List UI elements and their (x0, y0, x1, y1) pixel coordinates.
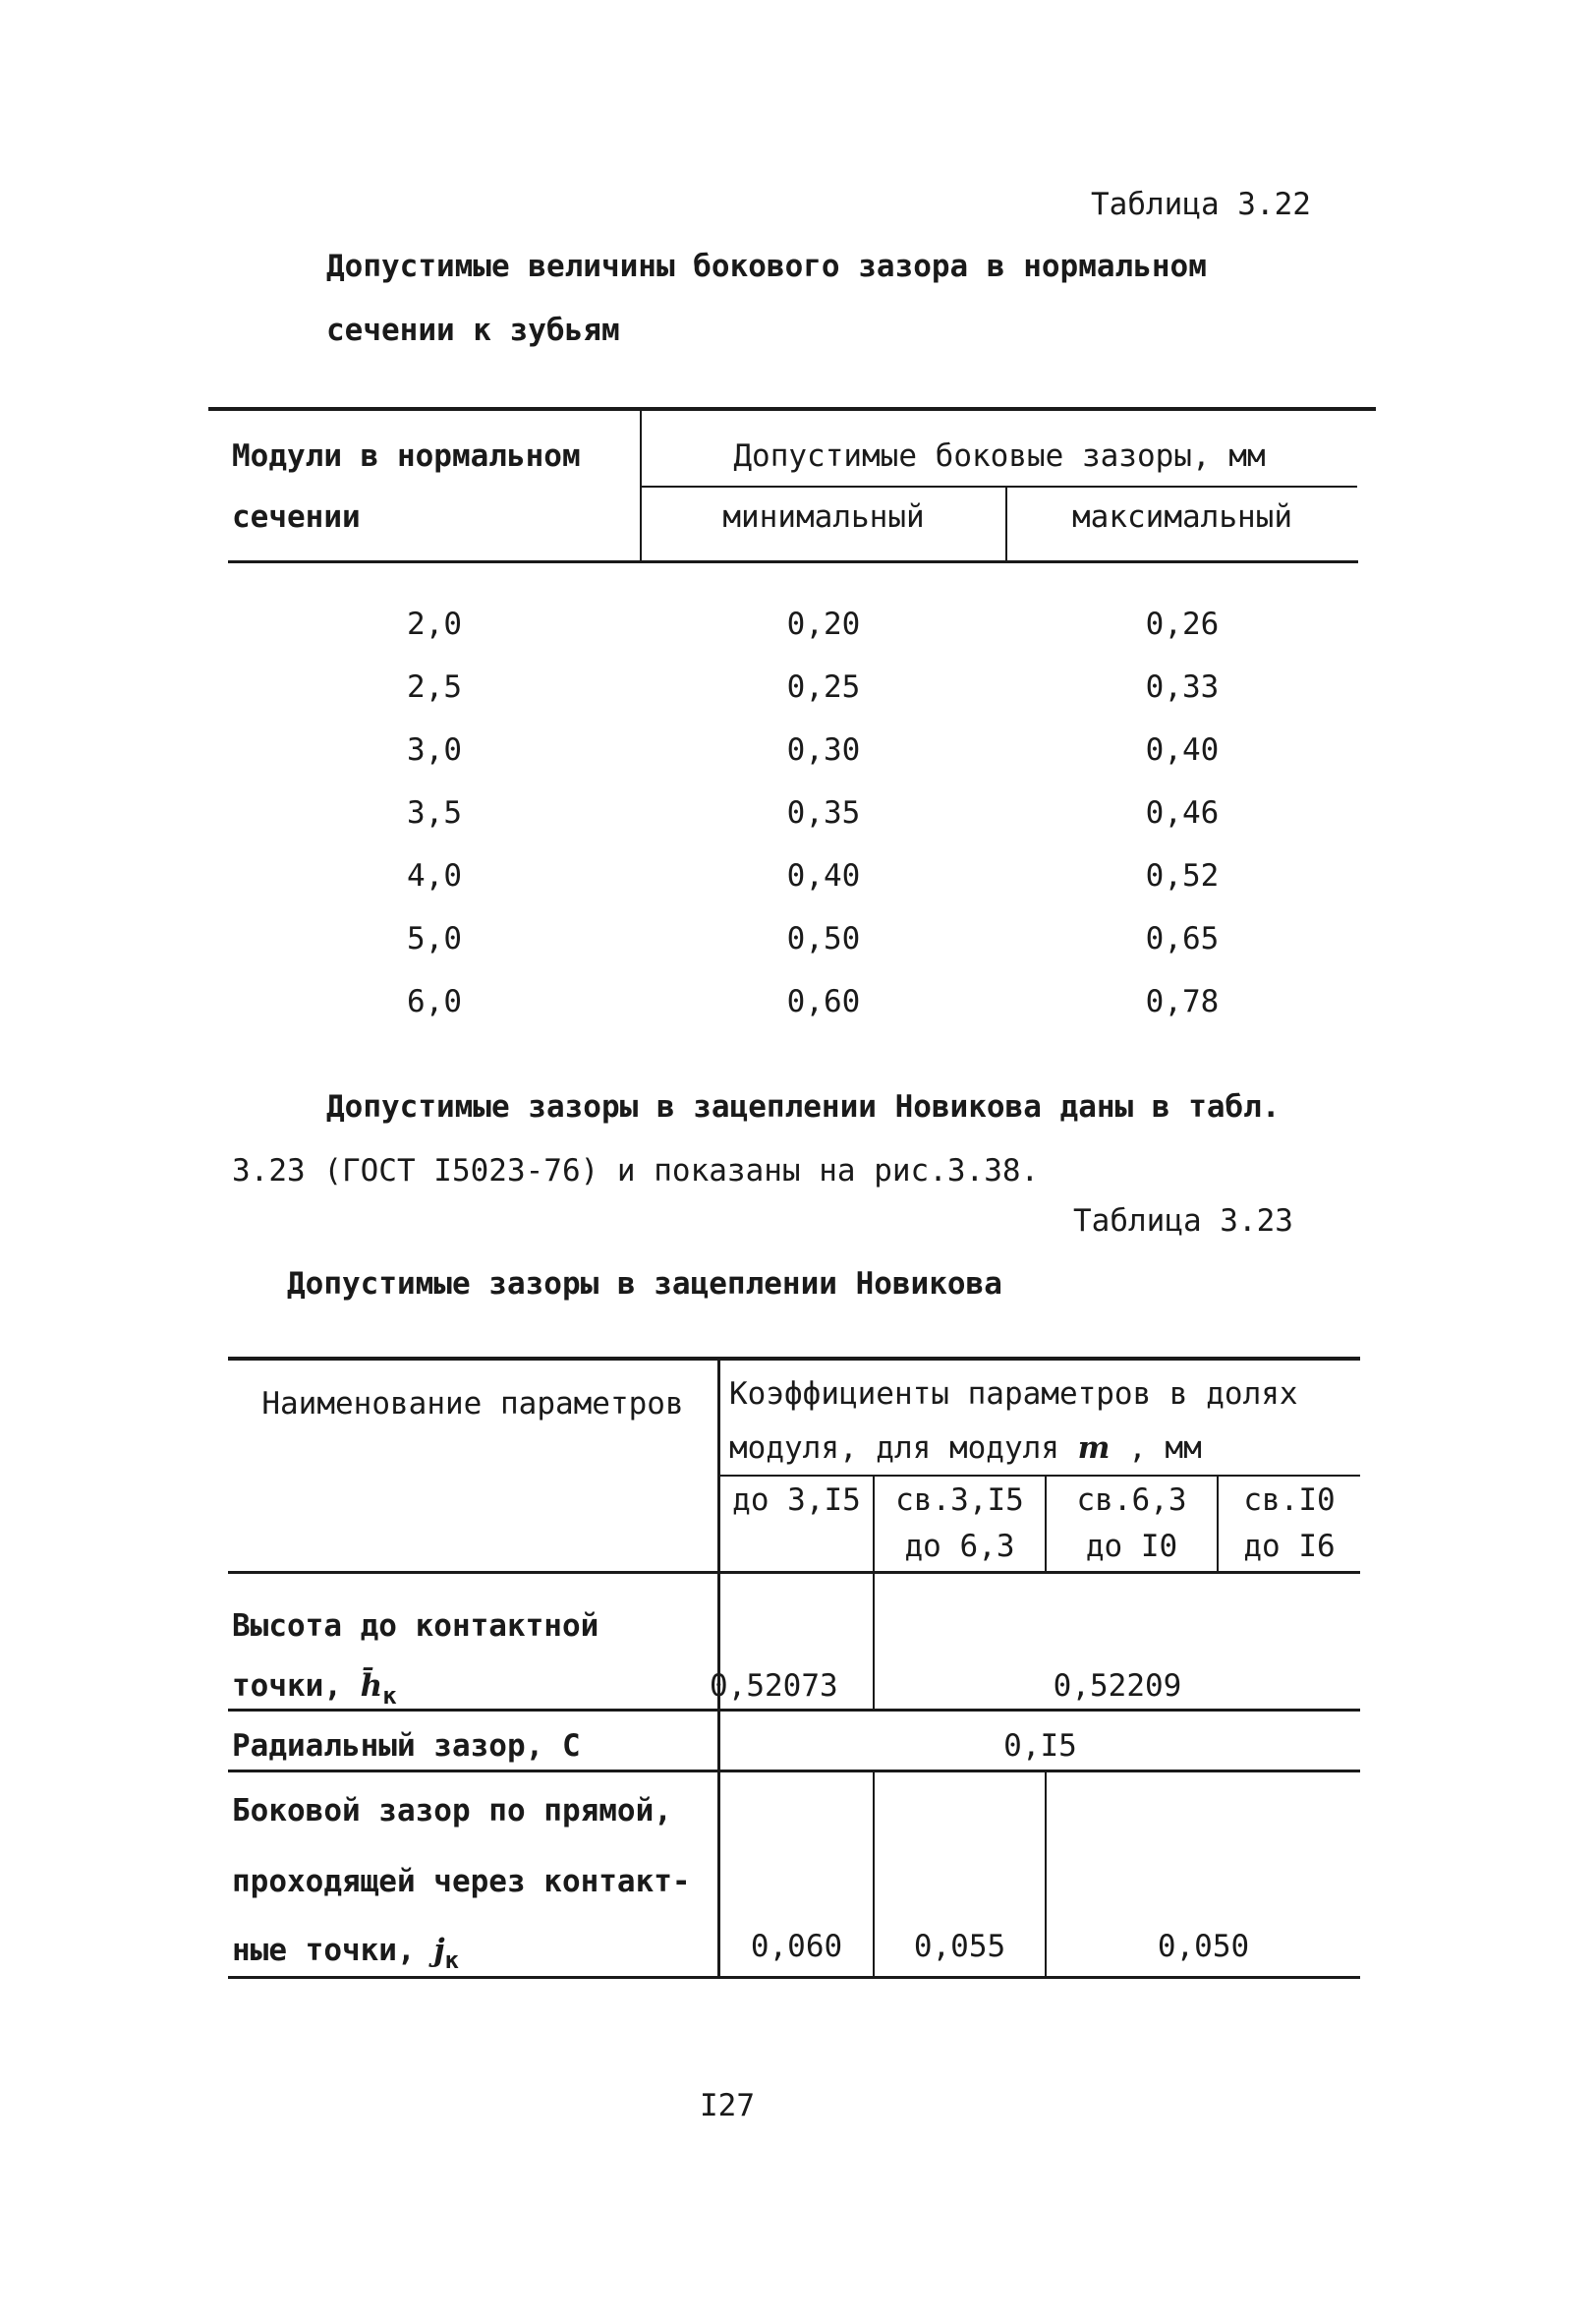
table-3-22-cell: 6,0 (407, 984, 462, 1019)
table-3-23-sub3-header-line2: до I0 (1085, 1529, 1178, 1564)
table-3-23-col1-header: Наименование параметров (261, 1386, 684, 1422)
table-3-22-col1-header-line1: Модули в нормальном (232, 438, 581, 474)
table-3-22-top-rule (208, 407, 1376, 411)
j-symbol: j (433, 1933, 445, 1968)
table-3-23-sub2-header-line2: до 6,3 (904, 1529, 1015, 1564)
row3-value-3: 0,050 (1157, 1929, 1250, 1964)
table-3-23-sub3-header-line1: св.6,3 (1076, 1482, 1187, 1518)
table-3-22-cell: 0,65 (1145, 921, 1220, 957)
table-3-22-cell: 0,26 (1145, 607, 1220, 642)
paragraph-line2: 3.23 (ГОСТ I5023-76) и показаны на рис.3.38. (232, 1153, 1040, 1189)
row3-name-line3: ные точки, $j_к$ (232, 1933, 459, 1974)
table-3-23-group-header-line2: модуля, для модуля m , мм (729, 1430, 1202, 1466)
table-3-22-title-line1: Допустимые величины бокового зазора в нормальном (326, 249, 1207, 284)
table-3-22-cell: 0,78 (1145, 984, 1220, 1019)
table-3-23-sub1-header: до 3,I5 (732, 1482, 861, 1518)
paragraph-line1: Допустимые зазоры в зацеплении Новикова даны в табл. (326, 1089, 1281, 1125)
table-3-23-sub4-header-line2: до I6 (1243, 1529, 1336, 1564)
table-3-23-row2-rule (228, 1770, 1360, 1772)
table-3-23-bottom-rule (228, 1976, 1360, 1979)
h-bar-symbol: h̄ (360, 1668, 383, 1704)
table-3-23-header-rule (228, 1571, 1360, 1574)
table-3-22-label: Таблица 3.22 (1091, 187, 1311, 222)
table-3-22-max-header: максимальный (1072, 499, 1292, 535)
table-3-23-group-header-line1: Коэффициенты параметров в долях (729, 1376, 1298, 1412)
table-3-23-title: Допустимые зазоры в зацеплении Новикова (287, 1266, 1002, 1302)
row1-name-line2: точки, $h̄_к$ (232, 1668, 397, 1710)
row3-name-line2: проходящей через контакт- (232, 1864, 691, 1899)
table-3-22-cell: 0,46 (1145, 795, 1220, 831)
table-3-22-group-header: Допустимые боковые зазоры, мм (733, 438, 1266, 474)
table-3-22-cell: 2,5 (407, 669, 462, 705)
table-3-22-title-line2: сечении к зубьям (326, 313, 620, 348)
row3-name-line1: Боковой зазор по прямой, (232, 1793, 672, 1829)
row1-value-1: 0,52073 (710, 1668, 838, 1704)
table-3-22-cell: 3,0 (407, 732, 462, 768)
row2-value: 0,I5 (1003, 1728, 1077, 1764)
table-3-23-row1-rule (228, 1709, 1360, 1712)
table-3-23-sub2-header-line1: св.3,I5 (895, 1482, 1024, 1518)
page-number: I27 (700, 2088, 755, 2123)
table-3-22-cell: 0,35 (786, 795, 861, 831)
table-3-22-cell: 0,40 (786, 858, 861, 894)
table-3-22-cell: 0,20 (786, 607, 861, 642)
table-3-22-cell: 3,5 (407, 795, 462, 831)
table-3-22-group-rule (642, 486, 1357, 488)
row3-value-2: 0,055 (913, 1929, 1006, 1964)
row3-value-1: 0,060 (750, 1929, 843, 1964)
table-3-22-cell: 2,0 (407, 607, 462, 642)
row1-value-2: 0,52209 (1053, 1668, 1182, 1704)
table-3-22-col1-header-line2: сечении (232, 499, 361, 535)
table-3-22-header-rule (228, 560, 1358, 563)
table-3-22-min-header: минимальный (722, 499, 925, 535)
table-3-23-label: Таблица 3.23 (1073, 1203, 1293, 1239)
row2-name: Радиальный зазор, С (232, 1728, 581, 1764)
table-3-22-cell: 4,0 (407, 858, 462, 894)
table-3-22-cell: 0,30 (786, 732, 861, 768)
table-3-23-sub4-header-line1: св.I0 (1243, 1482, 1336, 1518)
table-3-23-top-rule (228, 1357, 1360, 1361)
table-3-22-cell: 0,50 (786, 921, 861, 957)
table-3-22-cell: 5,0 (407, 921, 462, 957)
table-3-22-cell: 0,40 (1145, 732, 1220, 768)
table-3-22-cell: 0,25 (786, 669, 861, 705)
table-3-22-cell: 0,33 (1145, 669, 1220, 705)
table-3-22-cell: 0,52 (1145, 858, 1220, 894)
table-3-22-cell: 0,60 (786, 984, 861, 1019)
row1-name-line1: Высота до контактной (232, 1608, 599, 1644)
table-3-23-group-rule (719, 1475, 1360, 1477)
